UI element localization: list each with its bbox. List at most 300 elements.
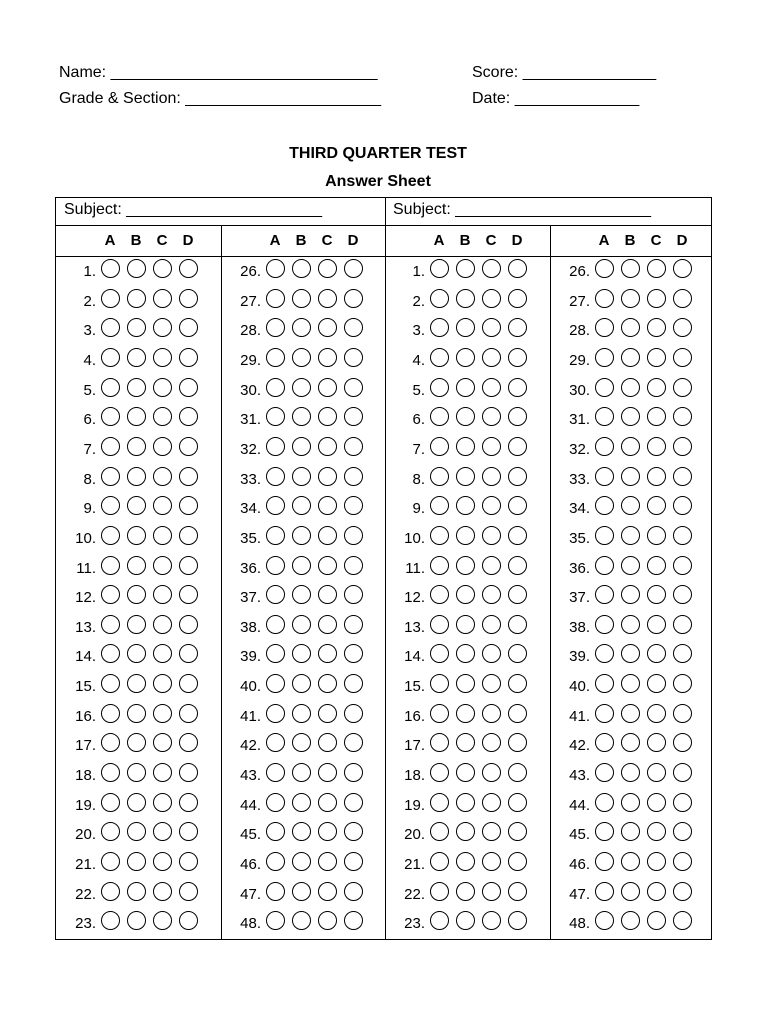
answer-bubble-c[interactable] [318, 289, 337, 308]
answer-bubble-b[interactable] [127, 674, 146, 693]
answer-bubble-b[interactable] [621, 852, 640, 871]
answer-bubble-b[interactable] [292, 644, 311, 663]
score-field-label[interactable]: Score: _______________ [472, 64, 657, 81]
answer-bubble-a[interactable] [430, 585, 449, 604]
answer-bubble-b[interactable] [621, 644, 640, 663]
answer-bubble-d[interactable] [673, 496, 692, 515]
answer-bubble-a[interactable] [101, 348, 120, 367]
answer-bubble-b[interactable] [127, 378, 146, 397]
answer-bubble-d[interactable] [179, 704, 198, 723]
answer-bubble-d[interactable] [179, 318, 198, 337]
answer-bubble-a[interactable] [430, 556, 449, 575]
answer-bubble-b[interactable] [127, 407, 146, 426]
answer-bubble-c[interactable] [153, 556, 172, 575]
answer-bubble-a[interactable] [430, 378, 449, 397]
answer-bubble-b[interactable] [127, 259, 146, 278]
answer-bubble-b[interactable] [456, 585, 475, 604]
answer-bubble-a[interactable] [266, 704, 285, 723]
answer-bubble-c[interactable] [482, 318, 501, 337]
answer-bubble-b[interactable] [292, 882, 311, 901]
answer-bubble-a[interactable] [430, 318, 449, 337]
answer-bubble-b[interactable] [292, 911, 311, 930]
answer-bubble-c[interactable] [153, 615, 172, 634]
answer-bubble-c[interactable] [647, 763, 666, 782]
answer-bubble-d[interactable] [673, 259, 692, 278]
answer-bubble-b[interactable] [292, 437, 311, 456]
answer-bubble-b[interactable] [127, 704, 146, 723]
answer-bubble-d[interactable] [508, 911, 527, 930]
answer-bubble-a[interactable] [430, 674, 449, 693]
answer-bubble-c[interactable] [647, 496, 666, 515]
answer-bubble-b[interactable] [456, 318, 475, 337]
answer-bubble-d[interactable] [673, 793, 692, 812]
answer-bubble-a[interactable] [266, 318, 285, 337]
answer-bubble-c[interactable] [318, 467, 337, 486]
answer-bubble-c[interactable] [153, 822, 172, 841]
answer-bubble-d[interactable] [508, 704, 527, 723]
answer-bubble-c[interactable] [153, 259, 172, 278]
answer-bubble-a[interactable] [266, 852, 285, 871]
answer-bubble-a[interactable] [266, 585, 285, 604]
answer-bubble-c[interactable] [318, 437, 337, 456]
answer-bubble-a[interactable] [430, 615, 449, 634]
answer-bubble-d[interactable] [673, 289, 692, 308]
answer-bubble-a[interactable] [595, 437, 614, 456]
answer-bubble-d[interactable] [344, 793, 363, 812]
answer-bubble-c[interactable] [153, 318, 172, 337]
answer-bubble-a[interactable] [595, 704, 614, 723]
answer-bubble-c[interactable] [153, 852, 172, 871]
answer-bubble-a[interactable] [595, 289, 614, 308]
answer-bubble-c[interactable] [318, 348, 337, 367]
answer-bubble-a[interactable] [101, 911, 120, 930]
answer-bubble-a[interactable] [595, 348, 614, 367]
answer-bubble-a[interactable] [266, 644, 285, 663]
answer-bubble-c[interactable] [153, 348, 172, 367]
answer-bubble-b[interactable] [456, 526, 475, 545]
answer-bubble-d[interactable] [344, 644, 363, 663]
answer-bubble-a[interactable] [101, 615, 120, 634]
answer-bubble-b[interactable] [456, 793, 475, 812]
answer-bubble-c[interactable] [647, 556, 666, 575]
answer-bubble-c[interactable] [153, 437, 172, 456]
answer-bubble-d[interactable] [179, 467, 198, 486]
answer-bubble-b[interactable] [127, 318, 146, 337]
answer-bubble-a[interactable] [266, 556, 285, 575]
answer-bubble-a[interactable] [430, 407, 449, 426]
answer-bubble-d[interactable] [508, 644, 527, 663]
answer-bubble-d[interactable] [673, 852, 692, 871]
answer-bubble-c[interactable] [647, 318, 666, 337]
answer-bubble-d[interactable] [179, 763, 198, 782]
answer-bubble-b[interactable] [292, 496, 311, 515]
answer-bubble-d[interactable] [508, 496, 527, 515]
answer-bubble-c[interactable] [482, 882, 501, 901]
answer-bubble-a[interactable] [595, 674, 614, 693]
answer-bubble-c[interactable] [153, 674, 172, 693]
answer-bubble-a[interactable] [430, 467, 449, 486]
answer-bubble-b[interactable] [127, 733, 146, 752]
name-field-label[interactable]: Name: ______________________________ [59, 64, 378, 81]
answer-bubble-d[interactable] [673, 378, 692, 397]
answer-bubble-d[interactable] [508, 289, 527, 308]
answer-bubble-a[interactable] [266, 289, 285, 308]
answer-bubble-a[interactable] [595, 526, 614, 545]
answer-bubble-d[interactable] [344, 318, 363, 337]
answer-bubble-d[interactable] [179, 822, 198, 841]
answer-bubble-d[interactable] [344, 526, 363, 545]
answer-bubble-c[interactable] [318, 585, 337, 604]
answer-bubble-d[interactable] [508, 437, 527, 456]
answer-bubble-c[interactable] [318, 822, 337, 841]
answer-bubble-d[interactable] [344, 407, 363, 426]
answer-bubble-b[interactable] [127, 793, 146, 812]
answer-bubble-c[interactable] [318, 496, 337, 515]
answer-bubble-c[interactable] [647, 348, 666, 367]
answer-bubble-d[interactable] [179, 437, 198, 456]
answer-bubble-a[interactable] [595, 822, 614, 841]
answer-bubble-d[interactable] [179, 882, 198, 901]
answer-bubble-b[interactable] [127, 437, 146, 456]
answer-bubble-a[interactable] [430, 437, 449, 456]
answer-bubble-c[interactable] [153, 793, 172, 812]
answer-bubble-b[interactable] [292, 763, 311, 782]
answer-bubble-b[interactable] [292, 348, 311, 367]
answer-bubble-b[interactable] [456, 704, 475, 723]
answer-bubble-d[interactable] [344, 289, 363, 308]
answer-bubble-b[interactable] [456, 763, 475, 782]
answer-bubble-a[interactable] [101, 644, 120, 663]
answer-bubble-b[interactable] [292, 407, 311, 426]
answer-bubble-b[interactable] [621, 437, 640, 456]
answer-bubble-c[interactable] [482, 496, 501, 515]
answer-bubble-b[interactable] [127, 585, 146, 604]
answer-bubble-d[interactable] [344, 615, 363, 634]
answer-bubble-a[interactable] [430, 644, 449, 663]
answer-bubble-a[interactable] [266, 467, 285, 486]
answer-bubble-b[interactable] [621, 674, 640, 693]
answer-bubble-b[interactable] [127, 763, 146, 782]
answer-bubble-d[interactable] [508, 348, 527, 367]
answer-bubble-c[interactable] [318, 763, 337, 782]
answer-bubble-b[interactable] [127, 348, 146, 367]
answer-bubble-d[interactable] [179, 674, 198, 693]
answer-bubble-b[interactable] [292, 704, 311, 723]
answer-bubble-b[interactable] [456, 348, 475, 367]
answer-bubble-a[interactable] [266, 822, 285, 841]
answer-bubble-a[interactable] [430, 289, 449, 308]
answer-bubble-a[interactable] [266, 348, 285, 367]
answer-bubble-c[interactable] [318, 526, 337, 545]
answer-bubble-c[interactable] [318, 644, 337, 663]
answer-bubble-a[interactable] [430, 793, 449, 812]
answer-bubble-a[interactable] [101, 289, 120, 308]
answer-bubble-d[interactable] [179, 496, 198, 515]
answer-bubble-d[interactable] [508, 733, 527, 752]
answer-bubble-d[interactable] [179, 852, 198, 871]
answer-bubble-d[interactable] [344, 467, 363, 486]
answer-bubble-d[interactable] [673, 615, 692, 634]
answer-bubble-b[interactable] [292, 852, 311, 871]
answer-bubble-c[interactable] [153, 585, 172, 604]
answer-bubble-b[interactable] [456, 467, 475, 486]
answer-bubble-b[interactable] [621, 704, 640, 723]
answer-bubble-d[interactable] [344, 496, 363, 515]
answer-bubble-c[interactable] [318, 852, 337, 871]
answer-bubble-d[interactable] [179, 585, 198, 604]
answer-bubble-a[interactable] [595, 852, 614, 871]
answer-bubble-d[interactable] [673, 467, 692, 486]
answer-bubble-c[interactable] [153, 704, 172, 723]
answer-bubble-b[interactable] [292, 793, 311, 812]
answer-bubble-b[interactable] [127, 882, 146, 901]
answer-bubble-d[interactable] [179, 793, 198, 812]
answer-bubble-b[interactable] [621, 556, 640, 575]
answer-bubble-b[interactable] [456, 259, 475, 278]
answer-bubble-d[interactable] [508, 378, 527, 397]
answer-bubble-b[interactable] [127, 496, 146, 515]
answer-bubble-b[interactable] [621, 763, 640, 782]
answer-bubble-d[interactable] [508, 763, 527, 782]
answer-bubble-c[interactable] [482, 852, 501, 871]
answer-bubble-c[interactable] [482, 526, 501, 545]
answer-bubble-d[interactable] [508, 259, 527, 278]
answer-bubble-a[interactable] [430, 496, 449, 515]
answer-bubble-a[interactable] [595, 585, 614, 604]
answer-bubble-b[interactable] [127, 615, 146, 634]
answer-bubble-a[interactable] [266, 496, 285, 515]
answer-bubble-c[interactable] [647, 467, 666, 486]
answer-bubble-b[interactable] [292, 615, 311, 634]
answer-bubble-b[interactable] [621, 289, 640, 308]
answer-bubble-b[interactable] [456, 674, 475, 693]
answer-bubble-d[interactable] [344, 911, 363, 930]
answer-bubble-b[interactable] [621, 733, 640, 752]
answer-bubble-a[interactable] [595, 733, 614, 752]
answer-bubble-d[interactable] [179, 733, 198, 752]
answer-bubble-b[interactable] [127, 526, 146, 545]
answer-bubble-b[interactable] [621, 318, 640, 337]
answer-bubble-d[interactable] [179, 644, 198, 663]
answer-bubble-d[interactable] [344, 259, 363, 278]
answer-bubble-c[interactable] [482, 763, 501, 782]
answer-bubble-b[interactable] [456, 556, 475, 575]
answer-bubble-b[interactable] [292, 526, 311, 545]
answer-bubble-a[interactable] [101, 496, 120, 515]
answer-bubble-b[interactable] [621, 467, 640, 486]
answer-bubble-d[interactable] [344, 437, 363, 456]
answer-bubble-d[interactable] [508, 852, 527, 871]
answer-bubble-b[interactable] [292, 822, 311, 841]
grade-section-field-label[interactable]: Grade & Section: ______________________ [59, 90, 382, 107]
answer-bubble-a[interactable] [101, 378, 120, 397]
answer-bubble-b[interactable] [456, 882, 475, 901]
answer-bubble-c[interactable] [482, 793, 501, 812]
answer-bubble-b[interactable] [621, 793, 640, 812]
answer-bubble-a[interactable] [266, 793, 285, 812]
answer-bubble-d[interactable] [673, 556, 692, 575]
answer-bubble-b[interactable] [127, 289, 146, 308]
answer-bubble-d[interactable] [508, 822, 527, 841]
answer-bubble-b[interactable] [456, 289, 475, 308]
answer-bubble-c[interactable] [482, 674, 501, 693]
answer-bubble-b[interactable] [292, 318, 311, 337]
answer-bubble-b[interactable] [621, 882, 640, 901]
answer-bubble-d[interactable] [179, 378, 198, 397]
answer-bubble-a[interactable] [595, 615, 614, 634]
answer-bubble-a[interactable] [595, 911, 614, 930]
answer-bubble-b[interactable] [621, 496, 640, 515]
answer-bubble-b[interactable] [127, 852, 146, 871]
answer-bubble-a[interactable] [266, 526, 285, 545]
answer-bubble-c[interactable] [482, 644, 501, 663]
answer-bubble-b[interactable] [621, 822, 640, 841]
answer-bubble-b[interactable] [456, 407, 475, 426]
answer-bubble-d[interactable] [508, 674, 527, 693]
answer-bubble-a[interactable] [595, 793, 614, 812]
answer-bubble-c[interactable] [647, 259, 666, 278]
answer-bubble-c[interactable] [647, 585, 666, 604]
answer-bubble-c[interactable] [153, 763, 172, 782]
answer-bubble-d[interactable] [673, 882, 692, 901]
answer-bubble-c[interactable] [153, 496, 172, 515]
answer-bubble-c[interactable] [482, 822, 501, 841]
answer-bubble-c[interactable] [482, 259, 501, 278]
answer-bubble-c[interactable] [647, 822, 666, 841]
answer-bubble-c[interactable] [318, 318, 337, 337]
answer-bubble-a[interactable] [101, 882, 120, 901]
answer-bubble-d[interactable] [508, 318, 527, 337]
answer-bubble-d[interactable] [344, 378, 363, 397]
answer-bubble-c[interactable] [647, 407, 666, 426]
answer-bubble-b[interactable] [456, 437, 475, 456]
answer-bubble-b[interactable] [456, 496, 475, 515]
answer-bubble-d[interactable] [508, 615, 527, 634]
answer-bubble-a[interactable] [430, 733, 449, 752]
answer-bubble-d[interactable] [179, 911, 198, 930]
answer-bubble-d[interactable] [508, 882, 527, 901]
answer-bubble-d[interactable] [344, 556, 363, 575]
subject-field-label[interactable]: Subject: ______________________ [393, 201, 652, 218]
answer-bubble-d[interactable] [179, 289, 198, 308]
answer-bubble-a[interactable] [266, 882, 285, 901]
answer-bubble-b[interactable] [621, 526, 640, 545]
answer-bubble-b[interactable] [456, 911, 475, 930]
answer-bubble-b[interactable] [621, 407, 640, 426]
answer-bubble-c[interactable] [647, 793, 666, 812]
answer-bubble-d[interactable] [508, 526, 527, 545]
answer-bubble-c[interactable] [482, 378, 501, 397]
answer-bubble-c[interactable] [482, 437, 501, 456]
answer-bubble-a[interactable] [101, 437, 120, 456]
answer-bubble-b[interactable] [127, 822, 146, 841]
answer-bubble-d[interactable] [344, 674, 363, 693]
answer-bubble-c[interactable] [153, 911, 172, 930]
answer-bubble-c[interactable] [318, 911, 337, 930]
answer-bubble-b[interactable] [292, 585, 311, 604]
answer-bubble-c[interactable] [647, 911, 666, 930]
answer-bubble-a[interactable] [430, 704, 449, 723]
answer-bubble-d[interactable] [344, 822, 363, 841]
answer-bubble-c[interactable] [647, 704, 666, 723]
answer-bubble-d[interactable] [179, 526, 198, 545]
answer-bubble-a[interactable] [101, 763, 120, 782]
answer-bubble-c[interactable] [318, 615, 337, 634]
answer-bubble-d[interactable] [344, 763, 363, 782]
answer-bubble-c[interactable] [153, 378, 172, 397]
answer-bubble-d[interactable] [673, 822, 692, 841]
answer-bubble-c[interactable] [318, 882, 337, 901]
answer-bubble-c[interactable] [318, 378, 337, 397]
answer-bubble-b[interactable] [456, 378, 475, 397]
subject-field-label[interactable]: Subject: ______________________ [64, 201, 323, 218]
answer-bubble-d[interactable] [344, 348, 363, 367]
answer-bubble-a[interactable] [266, 437, 285, 456]
answer-bubble-d[interactable] [344, 733, 363, 752]
answer-bubble-a[interactable] [430, 763, 449, 782]
answer-bubble-c[interactable] [647, 526, 666, 545]
answer-bubble-a[interactable] [595, 259, 614, 278]
answer-bubble-c[interactable] [318, 556, 337, 575]
answer-bubble-a[interactable] [266, 378, 285, 397]
answer-bubble-b[interactable] [621, 378, 640, 397]
answer-bubble-a[interactable] [101, 822, 120, 841]
answer-bubble-a[interactable] [101, 556, 120, 575]
answer-bubble-c[interactable] [647, 289, 666, 308]
answer-bubble-d[interactable] [344, 882, 363, 901]
answer-bubble-d[interactable] [508, 407, 527, 426]
answer-bubble-c[interactable] [153, 467, 172, 486]
answer-bubble-b[interactable] [292, 378, 311, 397]
answer-bubble-b[interactable] [456, 644, 475, 663]
answer-bubble-c[interactable] [318, 407, 337, 426]
answer-bubble-c[interactable] [482, 556, 501, 575]
answer-bubble-d[interactable] [673, 348, 692, 367]
answer-bubble-d[interactable] [508, 793, 527, 812]
answer-bubble-d[interactable] [508, 585, 527, 604]
answer-bubble-d[interactable] [179, 407, 198, 426]
answer-bubble-b[interactable] [292, 467, 311, 486]
answer-bubble-a[interactable] [266, 259, 285, 278]
answer-bubble-c[interactable] [647, 378, 666, 397]
answer-bubble-d[interactable] [508, 467, 527, 486]
answer-bubble-c[interactable] [153, 289, 172, 308]
answer-bubble-b[interactable] [456, 733, 475, 752]
answer-bubble-a[interactable] [266, 615, 285, 634]
answer-bubble-d[interactable] [344, 585, 363, 604]
answer-bubble-a[interactable] [101, 407, 120, 426]
answer-bubble-d[interactable] [673, 437, 692, 456]
answer-bubble-b[interactable] [621, 911, 640, 930]
answer-bubble-c[interactable] [318, 733, 337, 752]
answer-bubble-b[interactable] [127, 644, 146, 663]
answer-bubble-b[interactable] [292, 259, 311, 278]
answer-bubble-a[interactable] [430, 526, 449, 545]
answer-bubble-c[interactable] [647, 644, 666, 663]
answer-bubble-a[interactable] [430, 852, 449, 871]
answer-bubble-a[interactable] [101, 467, 120, 486]
answer-bubble-c[interactable] [482, 348, 501, 367]
answer-bubble-a[interactable] [595, 496, 614, 515]
answer-bubble-a[interactable] [595, 407, 614, 426]
answer-bubble-a[interactable] [101, 733, 120, 752]
answer-bubble-d[interactable] [673, 733, 692, 752]
answer-bubble-b[interactable] [621, 615, 640, 634]
answer-bubble-b[interactable] [456, 615, 475, 634]
answer-bubble-a[interactable] [430, 348, 449, 367]
answer-bubble-c[interactable] [647, 674, 666, 693]
answer-bubble-d[interactable] [508, 556, 527, 575]
